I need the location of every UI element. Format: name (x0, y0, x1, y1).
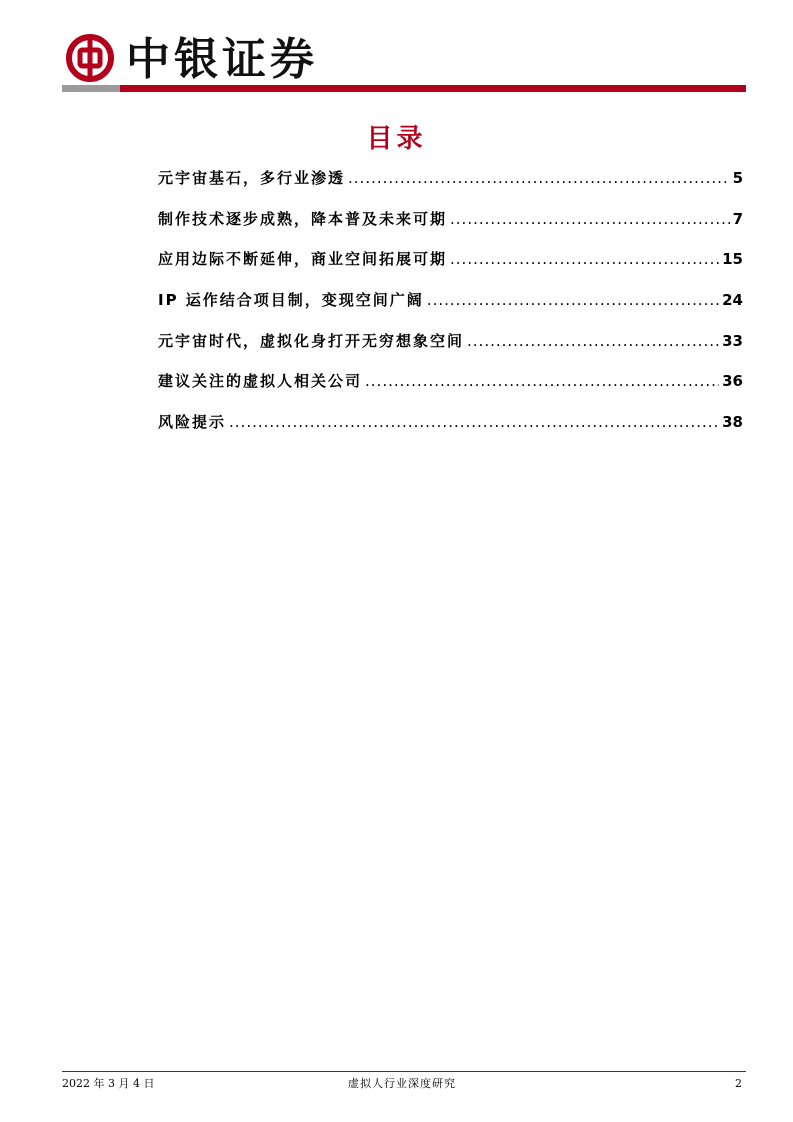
toc-entry-text: 元宇宙时代，虚拟化身打开无穷想象空间 (158, 331, 465, 350)
toc-entry-page: 7 (732, 209, 743, 228)
toc-entry-page: 38 (722, 413, 743, 432)
toc-entry-text: 制作技术逐步成熟，降本普及未来可期 (158, 209, 448, 228)
toc-leader-dots (450, 209, 730, 229)
toc-entry-text: 建议关注的虚拟人相关公司 (158, 372, 363, 391)
toc-entry-6[interactable] (158, 371, 743, 412)
toc-leader-dots (348, 168, 730, 188)
bank-of-china-logo-icon (66, 34, 114, 82)
table-of-contents (158, 168, 743, 453)
toc-entry-text: IP 运作结合项目制，变现空间广阔 (158, 291, 424, 310)
toc-entry-7[interactable] (158, 412, 743, 453)
toc-entry-5[interactable] (158, 331, 743, 372)
toc-entry-4[interactable] (158, 290, 743, 331)
toc-leader-dots (467, 331, 719, 351)
page-footer (62, 1076, 742, 1092)
toc-entry-page: 15 (722, 250, 743, 269)
footer-report-title: 虚拟人行业深度研究 (348, 1077, 456, 1090)
toc-entry-1[interactable] (158, 168, 743, 209)
header-rule-red (120, 85, 746, 92)
toc-leader-dots (229, 412, 719, 432)
toc-entry-page: 36 (722, 372, 743, 391)
footer-page-number: 2 (735, 1077, 742, 1090)
toc-leader-dots (427, 290, 719, 310)
toc-entry-text: 应用边际不断延伸，商业空间拓展可期 (158, 250, 448, 269)
toc-leader-dots (365, 371, 719, 391)
toc-entry-3[interactable] (158, 249, 743, 290)
toc-leader-dots (450, 249, 719, 269)
footer-date: 2022 年 3 月 4 日 (62, 1077, 155, 1090)
toc-entry-text: 风险提示 (158, 413, 227, 432)
brand-name: 中银证券 (126, 34, 318, 85)
toc-entry-text: 元宇宙基石，多行业渗透 (158, 169, 346, 187)
toc-title: 目录 (366, 124, 427, 154)
toc-entry-2[interactable] (158, 209, 743, 250)
toc-entry-page: 33 (722, 331, 743, 350)
toc-entry-page: 24 (722, 291, 743, 310)
footer-rule (62, 1071, 746, 1072)
header-rule-gray (62, 85, 120, 92)
toc-entry-page: 5 (732, 169, 743, 187)
page-header (62, 30, 746, 92)
